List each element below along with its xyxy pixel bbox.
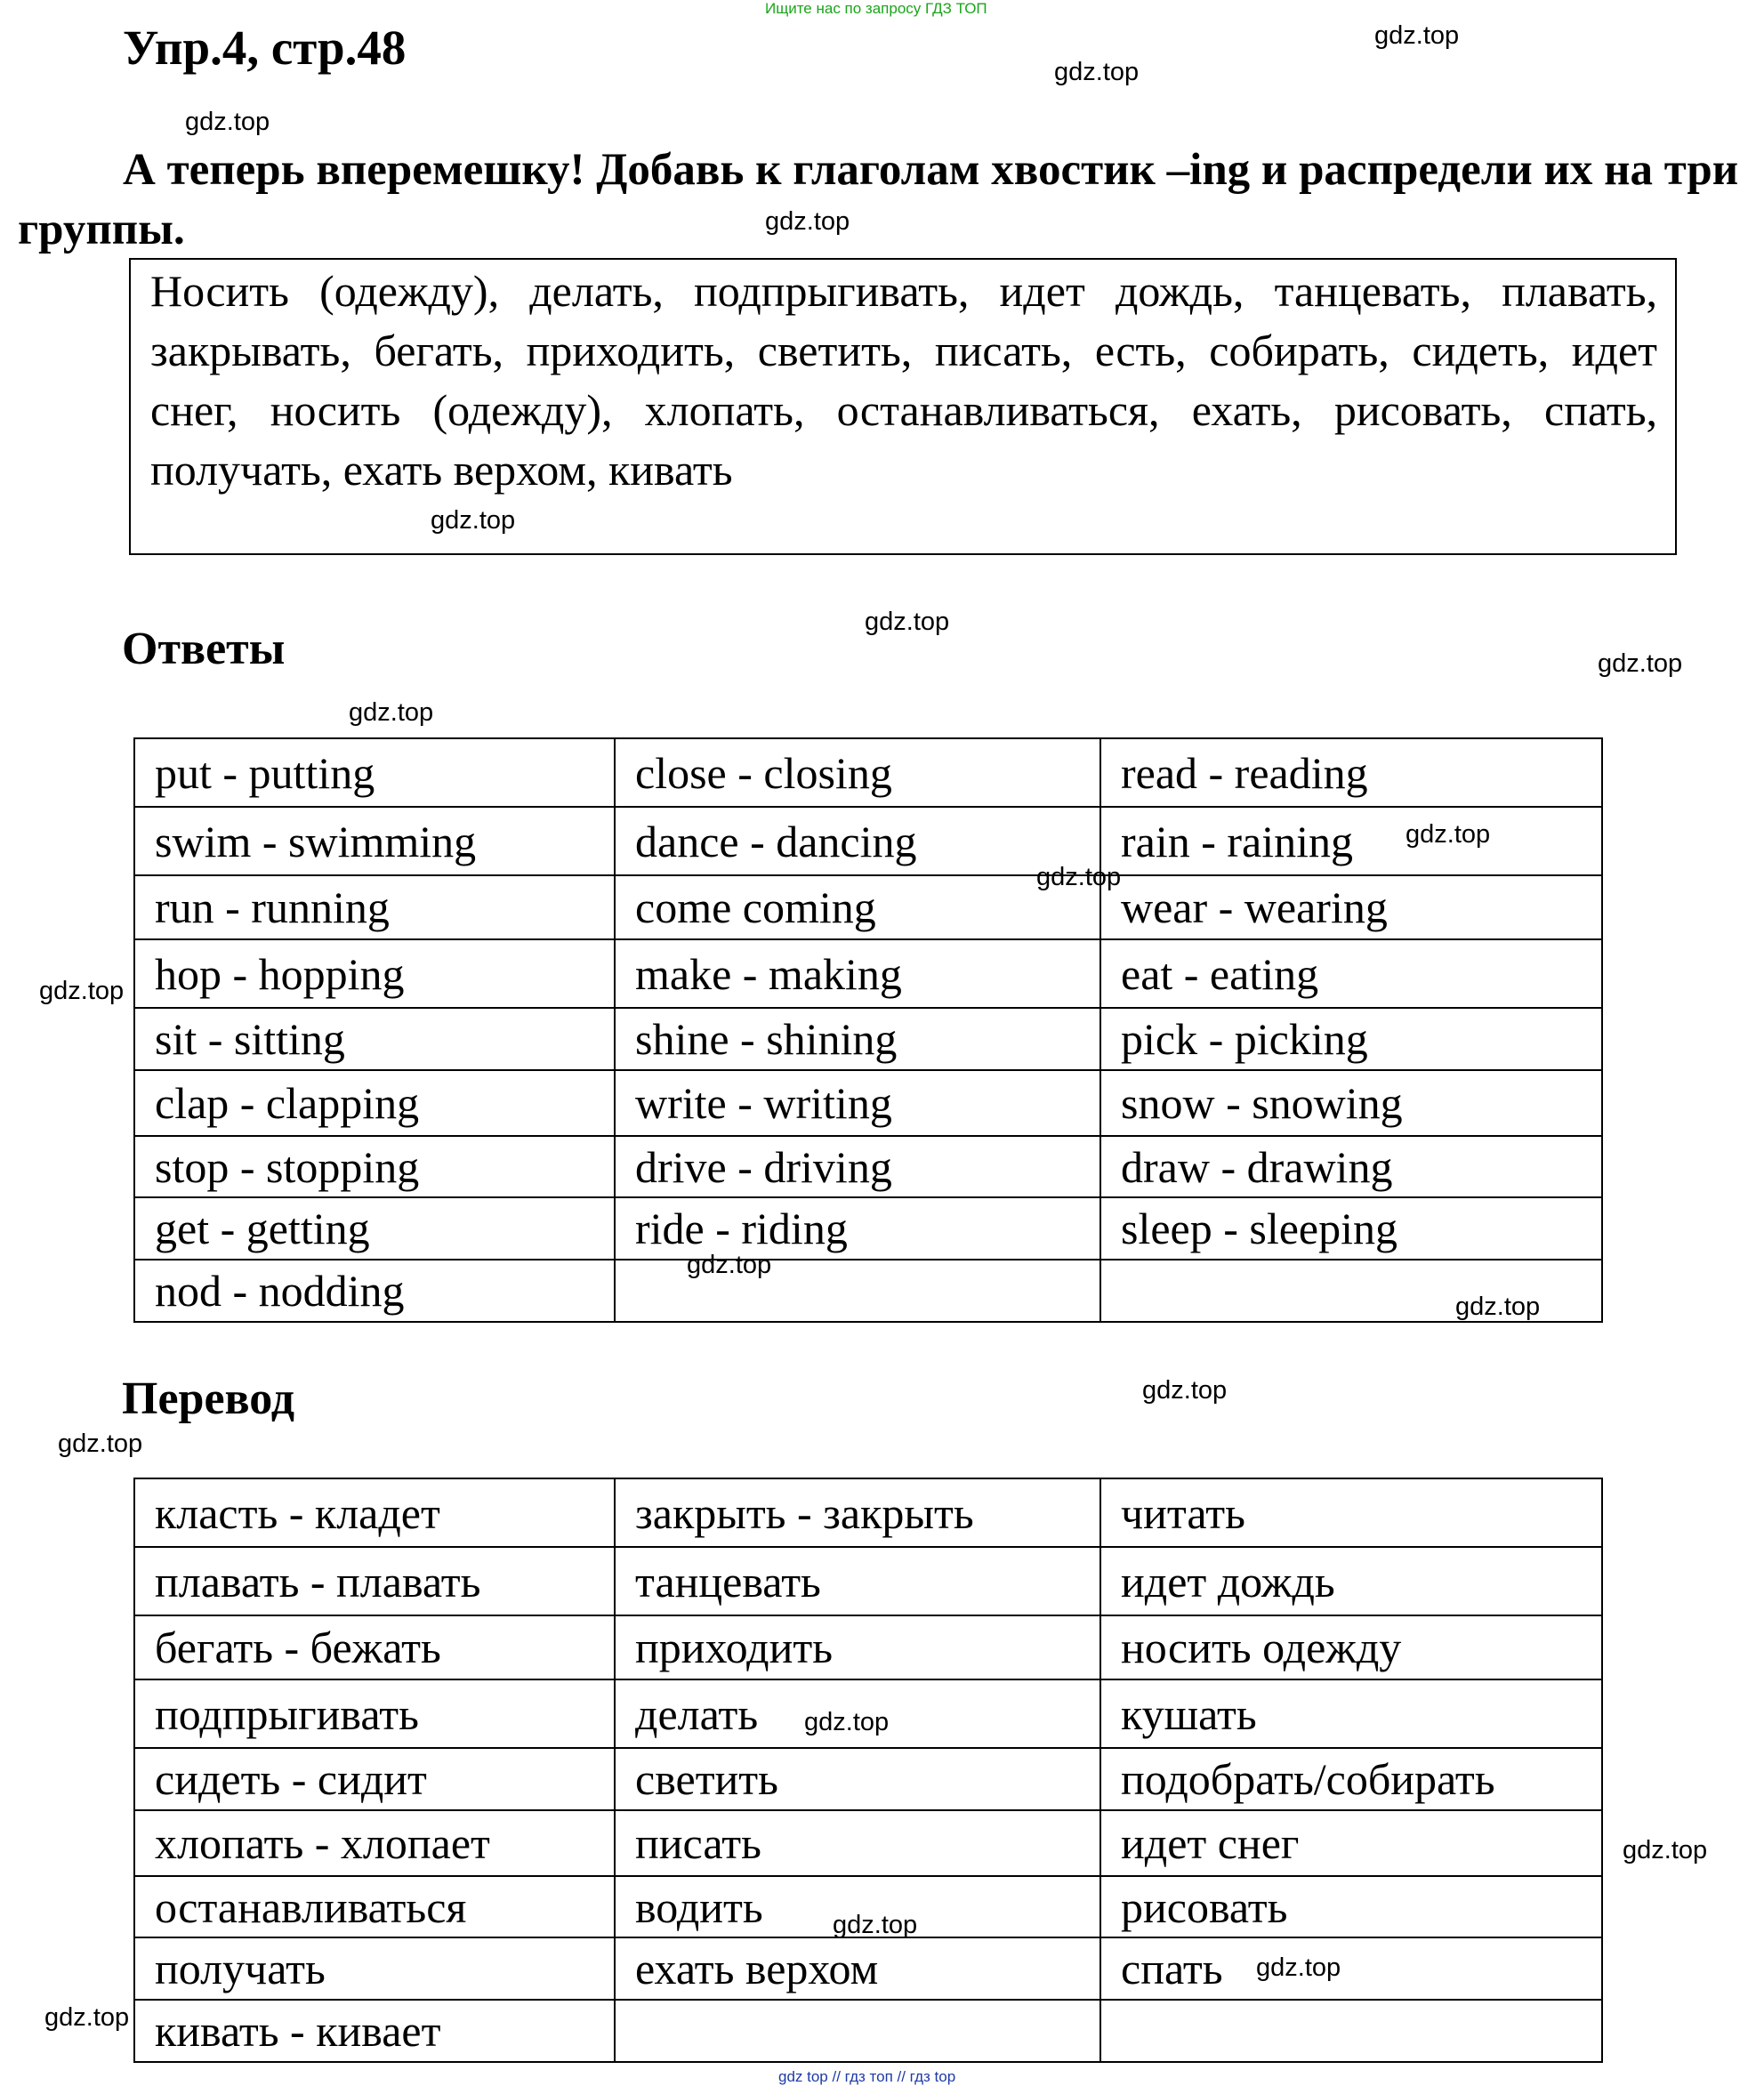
table-cell: идет дождь	[1100, 1547, 1602, 1615]
table-cell: танцевать	[615, 1547, 1100, 1615]
table-row	[134, 1260, 1602, 1322]
table-cell: swim - swimming	[134, 807, 615, 875]
table-cell: read - reading	[1100, 738, 1602, 807]
table-cell: pick - picking	[1100, 1008, 1602, 1070]
table-row	[134, 2000, 1602, 2062]
table-row	[134, 1615, 1602, 1679]
table-row	[134, 1810, 1602, 1876]
table-cell: подобрать/собирать	[1100, 1748, 1602, 1810]
watermark: gdz.top	[1374, 21, 1460, 50]
table-cell: получать	[134, 1937, 615, 2000]
answers-table	[133, 737, 1603, 1323]
table-cell: get - getting	[134, 1197, 615, 1260]
table-row	[134, 939, 1602, 1008]
table-cell	[615, 2000, 1100, 2062]
table-cell: водить	[615, 1876, 1100, 1937]
table-cell: плавать - плавать	[134, 1547, 615, 1615]
table-cell: come coming	[615, 875, 1100, 939]
table-row	[134, 1478, 1602, 1547]
watermark: gdz.top	[1455, 1293, 1541, 1321]
table-row	[134, 1197, 1602, 1260]
watermark: gdz.top	[58, 1430, 143, 1458]
table-cell: stop - stopping	[134, 1136, 615, 1197]
table-cell: подпрыгивать	[134, 1679, 615, 1748]
table-cell: clap - clapping	[134, 1070, 615, 1136]
table-cell: светить	[615, 1748, 1100, 1810]
task-word-box	[129, 258, 1677, 555]
table-cell	[1100, 2000, 1602, 2062]
bottom-ad-link[interactable]: gdz top // гдз топ // гдз top	[778, 2068, 956, 2085]
watermark: gdz.top	[687, 1251, 772, 1279]
watermark: gdz.top	[1598, 649, 1683, 678]
table-cell: идет снег	[1100, 1810, 1602, 1876]
watermark: gdz.top	[1406, 820, 1491, 849]
table-cell: приходить	[615, 1615, 1100, 1679]
table-cell: ride - riding	[615, 1197, 1100, 1260]
table-cell: eat - eating	[1100, 939, 1602, 1008]
table-cell: писать	[615, 1810, 1100, 1876]
table-row	[134, 807, 1602, 875]
table-cell: закрыть - закрыть	[615, 1478, 1100, 1547]
watermark: gdz.top	[1623, 1836, 1708, 1864]
table-cell: спать	[1100, 1937, 1602, 2000]
table-cell: write - writing	[615, 1070, 1100, 1136]
watermark: gdz.top	[1036, 863, 1122, 891]
table-cell: рисовать	[1100, 1876, 1602, 1937]
watermark: gdz.top	[833, 1911, 918, 1939]
table-cell: бегать - бежать	[134, 1615, 615, 1679]
table-cell: nod - nodding	[134, 1260, 615, 1322]
table-cell: останавливаться	[134, 1876, 615, 1937]
table-cell: читать	[1100, 1478, 1602, 1547]
watermark: gdz.top	[865, 608, 950, 636]
watermark: gdz.top	[765, 207, 850, 236]
table-row	[134, 1748, 1602, 1810]
table-cell: dance - dancing	[615, 807, 1100, 875]
table-cell: делать	[615, 1679, 1100, 1748]
table-cell: run - running	[134, 875, 615, 939]
translation-heading: Перевод	[122, 1373, 295, 1424]
watermark: gdz.top	[1256, 1953, 1341, 1982]
table-cell: make - making	[615, 939, 1100, 1008]
table-cell: кушать	[1100, 1679, 1602, 1748]
table-cell: snow - snowing	[1100, 1070, 1602, 1136]
table-cell: hop - hopping	[134, 939, 615, 1008]
watermark: gdz.top	[39, 977, 125, 1005]
table-cell: wear - wearing	[1100, 875, 1602, 939]
task-word-list: Носить (одежду), делать, подпрыгивать, идет дождь, танцевать, плавать, закрывать, бегать, приходить, светить, писать, есть, собирать, сидеть, идет снег, носить (одежду), хлопать, останавливаться, ехать, рисовать, спать, получать, ехать верхом, кивать	[150, 266, 1657, 495]
table-cell: put - putting	[134, 738, 615, 807]
table-cell: close - closing	[615, 738, 1100, 807]
watermark: gdz.top	[349, 698, 434, 727]
table-row	[134, 738, 1602, 807]
table-cell: носить одежду	[1100, 1615, 1602, 1679]
table-cell: rain - raining	[1100, 807, 1602, 875]
table-cell: хлопать - хлопает	[134, 1810, 615, 1876]
table-cell: кивать - кивает	[134, 2000, 615, 2062]
table-cell: класть - кладет	[134, 1478, 615, 1547]
table-row	[134, 1937, 1602, 2000]
table-cell: sleep - sleeping	[1100, 1197, 1602, 1260]
watermark: gdz.top	[804, 1708, 890, 1736]
table-cell: ехать верхом	[615, 1937, 1100, 2000]
table-cell: сидеть - сидит	[134, 1748, 615, 1810]
table-cell: draw - drawing	[1100, 1136, 1602, 1197]
table-row	[134, 875, 1602, 939]
table-cell: sit - sitting	[134, 1008, 615, 1070]
page-title: Упр.4, стр.48	[123, 20, 407, 75]
watermark: gdz.top	[431, 506, 516, 535]
watermark: gdz.top	[44, 2003, 130, 2032]
translation-table	[133, 1478, 1603, 2063]
table-cell: drive - driving	[615, 1136, 1100, 1197]
table-row	[134, 1008, 1602, 1070]
table-row	[134, 1070, 1602, 1136]
watermark: gdz.top	[185, 108, 270, 136]
top-ad-link[interactable]: Ищите нас по запросу ГДЗ ТОП	[765, 0, 987, 17]
watermark: gdz.top	[1054, 58, 1140, 86]
task-instruction: А теперь вперемешку! Добавь к глаголам хвостик –ing и распредели их на три группы.	[18, 145, 1739, 254]
table-row	[134, 1136, 1602, 1197]
watermark: gdz.top	[1142, 1376, 1228, 1405]
table-cell: shine - shining	[615, 1008, 1100, 1070]
answers-heading: Ответы	[122, 624, 286, 674]
table-row	[134, 1547, 1602, 1615]
